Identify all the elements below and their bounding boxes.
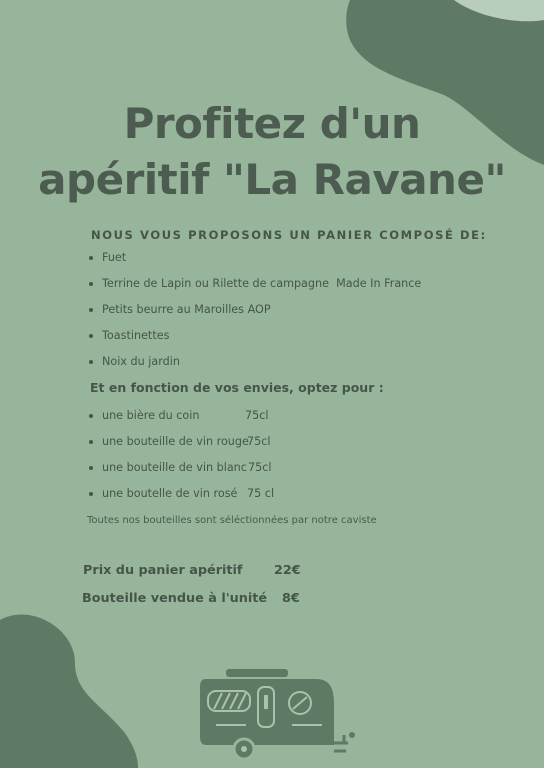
option-label: une bouteille de vin blanc [102, 461, 247, 474]
list-item: Fuet [86, 250, 421, 276]
decor-blob-bottom-left [0, 608, 140, 768]
option-volume: 75 cl [247, 487, 275, 500]
price-amount: 8€ [282, 591, 300, 606]
caviste-note: Toutes nos bouteilles sont séléctionnées par notre caviste [87, 515, 377, 526]
option-label: une bouteille de vin rouge [102, 435, 249, 448]
page-title [0, 96, 544, 208]
list-item [86, 460, 272, 486]
options-list [86, 408, 275, 512]
option-volume: 75cl [245, 409, 269, 422]
price-amount: 22€ [274, 563, 301, 578]
option-label: une boutelle de vin rosé [102, 487, 238, 500]
list-item: Petits beurre au Maroilles AOP [86, 302, 421, 328]
price-bottle [82, 591, 300, 606]
list-item: Terrine de Lapin ou Rilette de campagne Made In France [86, 276, 421, 302]
title-line-1: Profitez d'un [123, 99, 421, 148]
title-line-2: apéritif "La Ravane" [38, 155, 506, 204]
price-label: Prix du panier apéritif [83, 563, 243, 578]
basket-items-list [86, 250, 421, 380]
list-item: Toastinettes [86, 328, 421, 354]
basket-intro: NOUS VOUS PROPOSONS UN PANIER COMPOSÉ DE: [91, 228, 487, 242]
option-volume: 75cl [247, 435, 271, 448]
price-basket [83, 563, 301, 578]
option-volume: 75cl [248, 461, 272, 474]
price-label: Bouteille vendue à l'unité [82, 591, 268, 606]
list-item: Noix du jardin [86, 354, 421, 380]
option-label: une bière du coin [102, 409, 200, 422]
options-heading: Et en fonction de vos envies, optez pour : [90, 380, 384, 395]
list-item [86, 408, 269, 434]
list-item [86, 486, 275, 512]
list-item [86, 434, 271, 460]
caravan-icon [196, 665, 362, 765]
